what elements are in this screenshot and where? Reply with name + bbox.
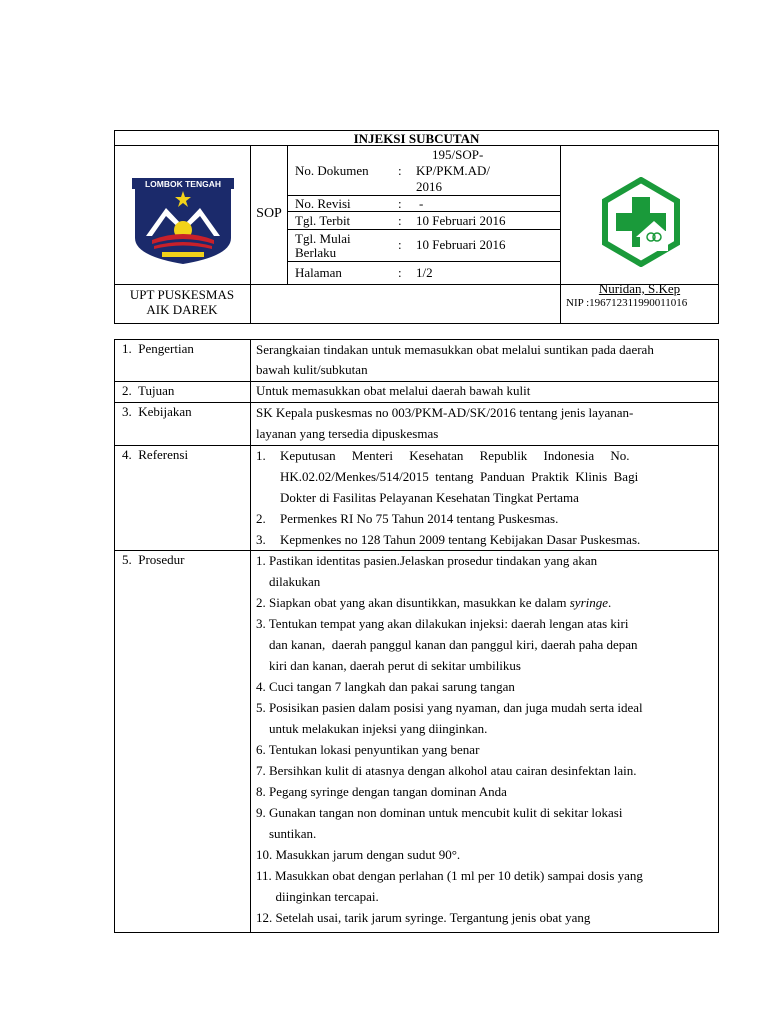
tujuan-line-1: Untuk memasukkan obat melalui daerah bawah kulit xyxy=(256,383,531,398)
prosedur-line: untuk melakukan injeksi yang diinginkan. xyxy=(256,721,488,736)
prosedur-line: 3. Tentukan tempat yang akan dilakukan injeksi: daerah lengan atas kiri xyxy=(256,616,629,631)
sop-label: SOP xyxy=(256,206,282,221)
referensi-2-line-1: Permenkes RI No 75 Tahun 2014 tentang Puskesmas. xyxy=(280,511,559,526)
field-no-dokumen-label: No. Dokumen xyxy=(295,163,369,178)
field-halaman-label: Halaman xyxy=(295,265,342,280)
field-tgl-terbit-colon: : xyxy=(398,213,402,228)
referensi-1-line-3: Dokter di Fasilitas Pelayanan Kesehatan Tingkat Pertama xyxy=(280,490,579,505)
kebijakan-line-2: layanan yang tersedia dipuskesmas xyxy=(256,426,439,441)
syringe-suffix: . xyxy=(608,595,612,610)
referensi-2-num: 2. xyxy=(256,511,266,526)
syringe-italic: syringe xyxy=(569,595,609,610)
label-tujuan: 2. Tujuan xyxy=(122,383,175,398)
prosedur-line: diinginkan tercapai. xyxy=(256,889,379,904)
prosedur-line: 6. Tentukan lokasi penyuntikan yang benar xyxy=(256,742,480,757)
label-prosedur: 5. Prosedur xyxy=(122,552,185,567)
prosedur-line: kiri dan kanan, daerah perut di sekitar umbilikus xyxy=(256,658,521,673)
referensi-1-num: 1. xyxy=(256,448,266,463)
prosedur-line: 4. Cuci tangan 7 langkah dan pakai sarung tangan xyxy=(256,679,515,694)
field-tgl-terbit-label: Tgl. Terbit xyxy=(295,213,351,228)
label-kebijakan: 3. Kebijakan xyxy=(122,404,192,419)
emblem-banner-text: LOMBOK TENGAH xyxy=(144,179,222,189)
prosedur-line: 9. Gunakan tangan non dominan untuk mencubit kulit di sekitar lokasi xyxy=(256,805,623,820)
prosedur-line: 8. Pegang syringe dengan tangan dominan Anda xyxy=(256,784,507,799)
signer-nip: NIP :196712311990011016 xyxy=(566,297,688,309)
referensi-1-line-1: Keputusan Menteri Kesehatan Republik Indonesia No. xyxy=(280,448,630,463)
field-no-dokumen-value-2: KP/PKM.AD/ xyxy=(416,163,491,178)
prosedur-line: suntikan. xyxy=(256,826,317,841)
kebijakan-line-1: SK Kepala puskesmas no 003/PKM-AD/SK/2016 tentang jenis layanan- xyxy=(256,405,634,420)
field-no-revisi-label: No. Revisi xyxy=(295,196,351,211)
prosedur-line: 7. Bersihkan kulit di atasnya dengan alkohol atau cairan desinfektan lain. xyxy=(256,763,637,778)
unit-name-line-1: UPT PUSKESMAS xyxy=(129,287,235,302)
field-no-dokumen-colon: : xyxy=(398,163,402,178)
prosedur-line: 11. Masukkan obat dengan perlahan (1 ml per 10 detik) sampai dosis yang xyxy=(256,868,643,883)
field-halaman-value: 1/2 xyxy=(416,265,433,280)
field-no-revisi-colon: : xyxy=(398,196,402,211)
referensi-3-num: 3. xyxy=(256,532,266,547)
field-tgl-mulai-label-2: Berlaku xyxy=(295,245,337,260)
referensi-3-line-1: Kepmenkes no 128 Tahun 2009 tentang Kebijakan Dasar Puskesmas. xyxy=(280,532,641,547)
prosedur-line: dan kanan, daerah panggul kanan dan panggul kiri, daerah paha depan xyxy=(256,637,638,652)
prosedur-line-text: 2. Siapkan obat yang akan disuntikkan, masukkan ke dalam xyxy=(256,595,570,610)
field-no-revisi-value: - xyxy=(419,196,424,211)
prosedur-line: 10. Masukkan jarum dengan sudut 90°. xyxy=(256,847,461,862)
lombok-tengah-emblem xyxy=(132,178,234,264)
signer-name: Nuridan, S.Kep xyxy=(598,281,681,296)
prosedur-line-syringe xyxy=(256,592,611,613)
prosedur-line: 12. Setelah usai, tarik jarum syringe. Tergantung jenis obat yang xyxy=(256,910,591,925)
label-pengertian: 1. Pengertian xyxy=(122,341,194,356)
pengertian-line-1: Serangkaian tindakan untuk memasukkan obat melalui suntikan pada daerah xyxy=(256,342,654,357)
field-tgl-mulai-label-1: Tgl. Mulai xyxy=(295,231,351,246)
pengertian-line-2: bawah kulit/subkutan xyxy=(256,362,368,377)
puskesmas-logo xyxy=(596,177,686,267)
field-tgl-mulai-colon: : xyxy=(398,237,402,252)
document-title: INJEKSI SUBCUTAN xyxy=(353,131,480,146)
prosedur-line: dilakukan xyxy=(256,574,321,589)
field-halaman-colon: : xyxy=(398,265,402,280)
prosedur-line: 1. Pastikan identitas pasien.Jelaskan prosedur tindakan yang akan xyxy=(256,553,598,568)
field-tgl-mulai-value: 10 Februari 2016 xyxy=(416,237,506,252)
referensi-1-line-2: HK.02.02/Menkes/514/2015 tentang Panduan Praktik Klinis Bagi xyxy=(280,469,639,484)
label-referensi: 4. Referensi xyxy=(122,447,189,462)
prosedur-line: 5. Posisikan pasien dalam posisi yang nyaman, dan juga mudah serta ideal xyxy=(256,700,643,715)
field-tgl-terbit-value: 10 Februari 2016 xyxy=(416,213,506,228)
field-no-dokumen-value-1: 195/SOP- xyxy=(432,147,484,162)
unit-name-line-2: AIK DAREK xyxy=(146,302,218,317)
field-no-dokumen-value-3: 2016 xyxy=(416,179,442,194)
